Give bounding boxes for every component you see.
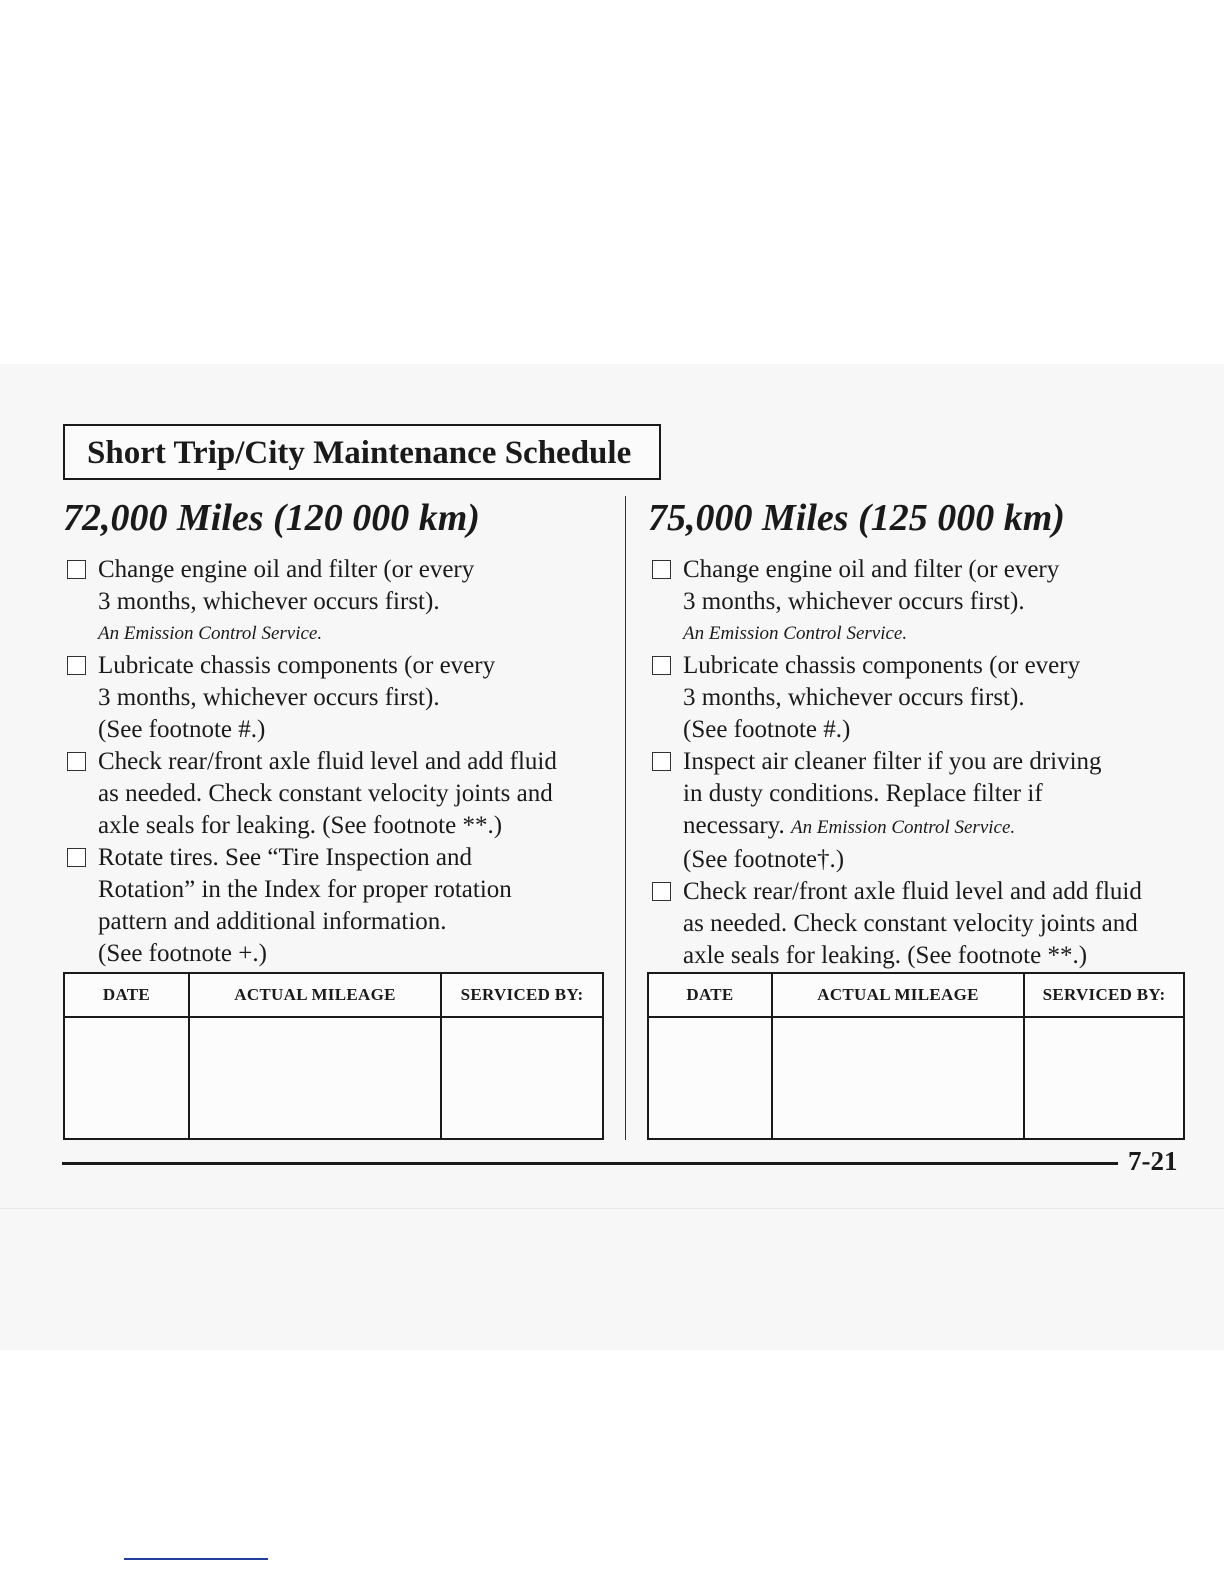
- date-header: DATE: [648, 973, 772, 1017]
- task-list: [63, 554, 608, 970]
- task-checkbox[interactable]: [67, 848, 86, 867]
- mileage-heading: 75,000 Miles (125 000 km): [648, 497, 1065, 539]
- task-checkbox[interactable]: [67, 752, 86, 771]
- serviced-by-cell[interactable]: [1024, 1017, 1184, 1139]
- emission-note: An Emission Control Service.: [683, 623, 908, 644]
- date-cell[interactable]: [64, 1017, 189, 1139]
- serviced-by-header: SERVICED BY:: [441, 973, 603, 1017]
- section-header: Short Trip/City Maintenance Schedule: [63, 424, 661, 480]
- mileage-cell[interactable]: [189, 1017, 441, 1139]
- task-item: Inspect air cleaner filter if you are driving in dusty conditions. Replace filter if necessary. An Emission Control Service. (See footnote†.): [648, 746, 1188, 876]
- mileage-header: ACTUAL MILEAGE: [772, 973, 1024, 1017]
- page-number: 7-21: [1128, 1146, 1178, 1176]
- task-item: Change engine oil and filter (or every 3 months, whichever occurs first). An Emission Control Service.: [648, 554, 1188, 650]
- date-cell[interactable]: [648, 1017, 772, 1139]
- emission-note: An Emission Control Service.: [791, 817, 1016, 838]
- task-item: Check rear/front axle fluid level and add fluid as needed. Check constant velocity joints and axle seals for leaking. (See footnote **.): [63, 746, 608, 842]
- right-column: [648, 492, 1188, 972]
- task-item: Change engine oil and filter (or every 3 months, whichever occurs first). An Emission Control Service.: [63, 554, 608, 650]
- task-checkbox[interactable]: [652, 752, 671, 771]
- date-header: DATE: [64, 973, 189, 1017]
- service-record-table: [647, 972, 1185, 1140]
- faint-rule: [0, 1208, 1224, 1209]
- serviced-by-cell[interactable]: [441, 1017, 603, 1139]
- task-item: Lubricate chassis components (or every 3 months, whichever occurs first). (See footnote #.): [63, 650, 608, 746]
- task-checkbox[interactable]: [652, 882, 671, 901]
- task-checkbox[interactable]: [652, 656, 671, 675]
- emission-note: An Emission Control Service.: [98, 623, 323, 644]
- task-checkbox[interactable]: [67, 560, 86, 579]
- mileage-cell[interactable]: [772, 1017, 1024, 1139]
- mileage-header: ACTUAL MILEAGE: [189, 973, 441, 1017]
- mileage-heading: 72,000 Miles (120 000 km): [63, 497, 480, 539]
- task-checkbox[interactable]: [67, 656, 86, 675]
- task-list: [648, 554, 1188, 972]
- task-item: Rotate tires. See “Tire Inspection and Rotation” in the Index for proper rotation pattern and additional information. (See footnote +.): [63, 842, 608, 970]
- bottom-rule: [124, 1558, 268, 1560]
- serviced-by-header: SERVICED BY:: [1024, 973, 1184, 1017]
- column-divider: [625, 496, 626, 1140]
- task-item: Lubricate chassis components (or every 3 months, whichever occurs first). (See footnote #.): [648, 650, 1188, 746]
- task-checkbox[interactable]: [652, 560, 671, 579]
- left-column: [63, 492, 608, 970]
- footer-rule: [62, 1162, 1118, 1165]
- service-record-table: [63, 972, 604, 1140]
- task-item: Check rear/front axle fluid level and add fluid as needed. Check constant velocity joints and axle seals for leaking. (See footnote **.): [648, 876, 1188, 972]
